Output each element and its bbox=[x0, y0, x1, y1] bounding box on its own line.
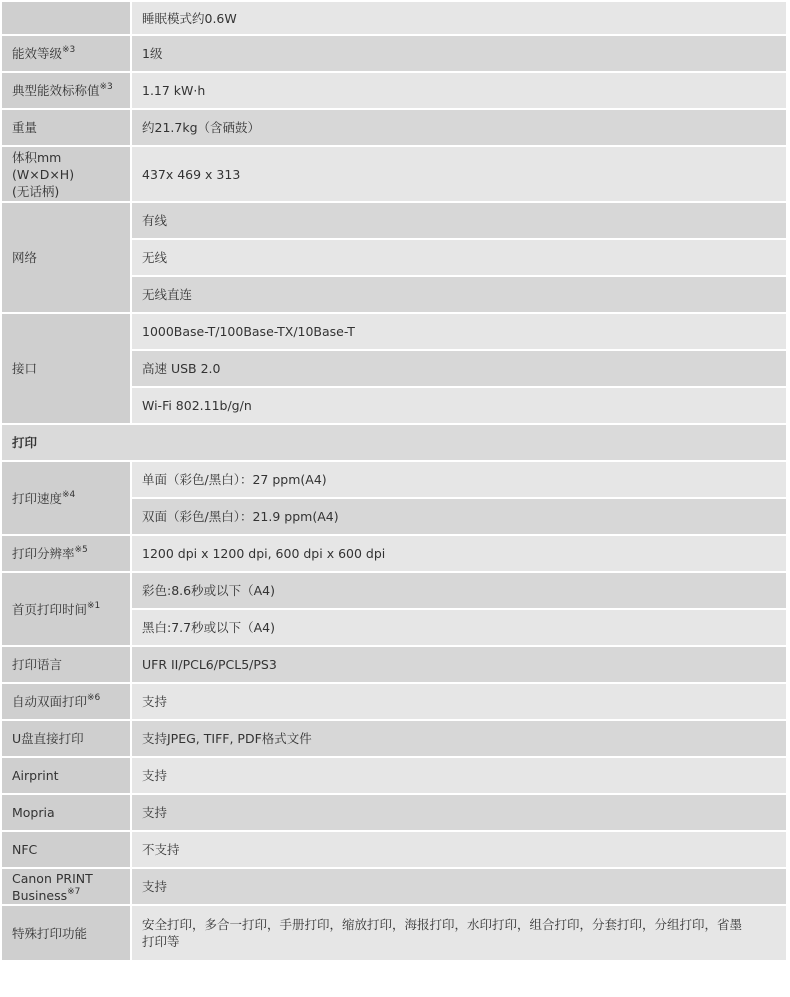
spec-value: 1级 bbox=[131, 35, 787, 72]
spec-row bbox=[1, 1, 787, 35]
spec-row bbox=[1, 720, 787, 757]
spec-row bbox=[1, 461, 787, 498]
spec-label: Canon PRINT Business$^{※7}$ bbox=[1, 868, 131, 905]
spec-row bbox=[1, 313, 787, 350]
spec-label: 网络 bbox=[1, 202, 131, 313]
spec-label: 自动双面打印$^{※6}$ bbox=[1, 683, 131, 720]
spec-value: 单面（彩色/黑白）：27 ppm(A4) bbox=[131, 461, 787, 498]
spec-value: 不支持 bbox=[131, 831, 787, 868]
spec-row bbox=[1, 831, 787, 868]
section-title: 打印 bbox=[1, 424, 787, 461]
spec-row bbox=[1, 109, 787, 146]
spec-value: 黑白:7.7秒或以下（A4) bbox=[131, 609, 787, 646]
spec-value: 支持 bbox=[131, 868, 787, 905]
spec-value: 安全打印，多合一打印，手册打印，缩放打印，海报打印，水印打印，组合打印，分套打印，分组打印，省墨 打印等 bbox=[131, 905, 787, 961]
spec-row bbox=[1, 35, 787, 72]
section-header-row bbox=[1, 424, 787, 461]
spec-label: Airprint bbox=[1, 757, 131, 794]
spec-label: 体积mm (W×D×H) (无话柄) bbox=[1, 146, 131, 202]
spec-row bbox=[1, 72, 787, 109]
spec-label: 接口 bbox=[1, 313, 131, 424]
spec-value: 支持 bbox=[131, 683, 787, 720]
spec-label: U盘直接打印 bbox=[1, 720, 131, 757]
spec-label: NFC bbox=[1, 831, 131, 868]
spec-row bbox=[1, 683, 787, 720]
spec-row bbox=[1, 572, 787, 609]
footnote-marker: ※3 bbox=[62, 45, 76, 55]
spec-table-body bbox=[1, 1, 787, 961]
spec-label: 首页打印时间$^{※1}$ bbox=[1, 572, 131, 646]
spec-label: 特殊打印功能 bbox=[1, 905, 131, 961]
spec-value: 约21.7kg（含硒鼓） bbox=[131, 109, 787, 146]
spec-value: UFR II/PCL6/PCL5/PS3 bbox=[131, 646, 787, 683]
footnote-marker: ※4 bbox=[62, 489, 76, 500]
footnote-marker: ※6 bbox=[87, 693, 101, 703]
spec-value: 高速 USB 2.0 bbox=[131, 350, 787, 387]
spec-value: 437x 469 x 313 bbox=[131, 146, 787, 202]
spec-row bbox=[1, 868, 787, 905]
spec-label: 能效等级$^{※3}$ bbox=[1, 35, 131, 72]
spec-value: 彩色:8.6秒或以下（A4) bbox=[131, 572, 787, 609]
spec-value: 支持 bbox=[131, 794, 787, 831]
spec-label: 典型能效标称值$^{※3}$ bbox=[1, 72, 131, 109]
spec-label: 打印语言 bbox=[1, 646, 131, 683]
spec-value: 1.17 kW·h bbox=[131, 72, 787, 109]
spec-value: Wi-Fi 802.11b/g/n bbox=[131, 387, 787, 424]
spec-value: 支持 bbox=[131, 757, 787, 794]
spec-label: 打印速度$^{※4}$ bbox=[1, 461, 131, 535]
spec-value: 1200 dpi x 1200 dpi, 600 dpi x 600 dpi bbox=[131, 535, 787, 572]
spec-value: 1000Base-T/100Base-TX/10Base-T bbox=[131, 313, 787, 350]
spec-label: 重量 bbox=[1, 109, 131, 146]
spec-row bbox=[1, 535, 787, 572]
spec-row bbox=[1, 146, 787, 202]
spec-row bbox=[1, 794, 787, 831]
spec-label bbox=[1, 1, 131, 35]
spec-row bbox=[1, 757, 787, 794]
spec-label: 打印分辨率$^{※5}$ bbox=[1, 535, 131, 572]
spec-value: 支持JPEG, TIFF, PDF格式文件 bbox=[131, 720, 787, 757]
spec-value: 睡眠模式约0.6W bbox=[131, 1, 787, 35]
spec-row bbox=[1, 202, 787, 239]
spec-label: Mopria bbox=[1, 794, 131, 831]
spec-value: 无线 bbox=[131, 239, 787, 276]
spec-row bbox=[1, 905, 787, 961]
footnote-marker: ※1 bbox=[87, 600, 101, 611]
footnote-marker: ※7 bbox=[67, 886, 81, 897]
spec-value: 双面（彩色/黑白）：21.9 ppm(A4) bbox=[131, 498, 787, 535]
footnote-marker: ※3 bbox=[99, 82, 113, 92]
spec-row bbox=[1, 646, 787, 683]
spec-value: 有线 bbox=[131, 202, 787, 239]
spec-value: 无线直连 bbox=[131, 276, 787, 313]
footnote-marker: ※5 bbox=[74, 545, 88, 555]
